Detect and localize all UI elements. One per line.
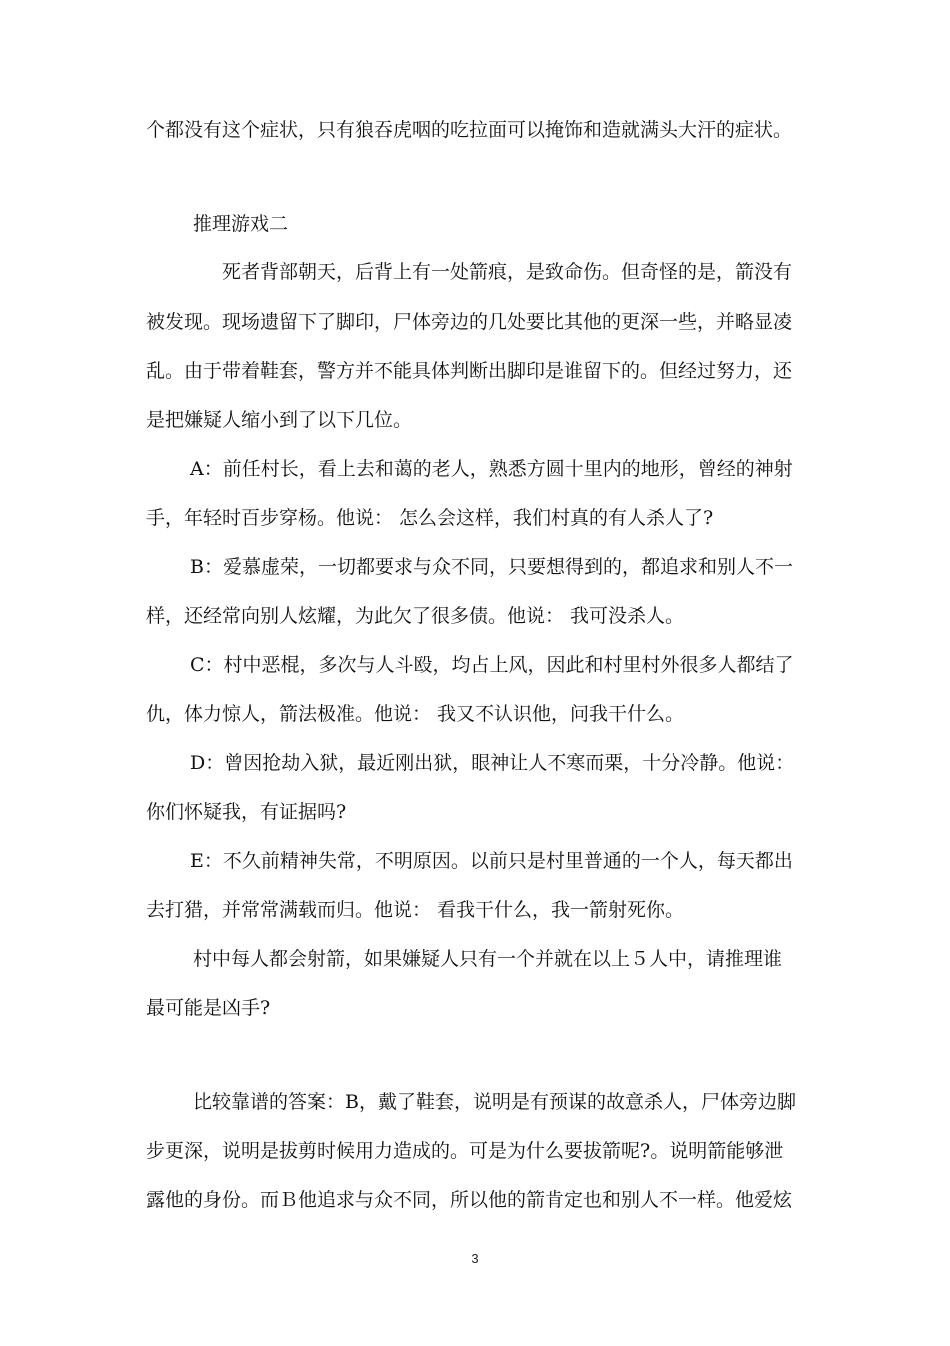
- text-line: A：前任村长，看上去和蔼的老人，熟悉方圆十里内的地形，曾经的神射: [190, 458, 793, 480]
- text-line: B：爱慕虚荣，一切都要求与众不同，只要想得到的，都追求和别人不一: [190, 556, 793, 578]
- text-line: 比较靠谱的答案：B，戴了鞋套，说明是有预谋的故意杀人，尸体旁边脚: [193, 1091, 796, 1113]
- text-line: E：不久前精神失常，不明原因。以前只是村里普通的一个人，每天都出: [190, 850, 793, 872]
- text-line: 露他的身份。而Ｂ他追求与众不同，所以他的箭肯定也和别人不一样。他爱炫: [146, 1189, 793, 1211]
- text-line: 手，年轻时百步穿杨。他说： 怎么会这样，我们村真的有人杀人了?: [146, 507, 714, 529]
- text-line: D：曾因抢劫入狱，最近刚出狱，眼神让人不寒而栗，十分冷静。他说：: [190, 752, 795, 774]
- text-line: 死者背部朝天，后背上有一处箭痕，是致命伤。但奇怪的是，箭没有: [222, 261, 793, 283]
- text-line: 个都没有这个症状，只有狼吞虎咽的吃拉面可以掩饰和造就满头大汗的症状。: [146, 119, 793, 141]
- text-line: 去打猎，并常常满载而归。他说： 看我干什么，我一箭射死你。: [146, 899, 685, 921]
- text-line: 被发现。现场遗留下了脚印，尸体旁边的几处要比其他的更深一些，并略显凌: [146, 311, 793, 333]
- text-line: 你们怀疑我，有证据吗?: [146, 801, 347, 823]
- page-number: 3: [471, 1251, 479, 1266]
- text-line: C：村中恶棍，多次与人斗殴，均占上风，因此和村里村外很多人都结了: [190, 654, 794, 676]
- text-line: 样，还经常向别人炫耀，为此欠了很多债。他说： 我可没杀人。: [146, 605, 685, 627]
- section-heading: 推理游戏二: [193, 213, 289, 235]
- text-line: 村中每人都会射箭，如果嫌疑人只有一个并就在以上５人中，请推理谁: [193, 948, 783, 970]
- text-line: 最可能是凶手?: [146, 997, 271, 1019]
- text-line: 仇，体力惊人，箭法极准。他说： 我又不认识他，问我干什么。: [146, 703, 685, 725]
- text-line: 步更深，说明是拔剪时候用力造成的。可是为什么要拔箭呢?。说明箭能够泄: [146, 1140, 784, 1162]
- text-line: 乱。由于带着鞋套，警方并不能具体判断出脚印是谁留下的。但经过努力，还: [146, 360, 793, 382]
- text-line: 是把嫌疑人缩小到了以下几位。: [146, 409, 413, 431]
